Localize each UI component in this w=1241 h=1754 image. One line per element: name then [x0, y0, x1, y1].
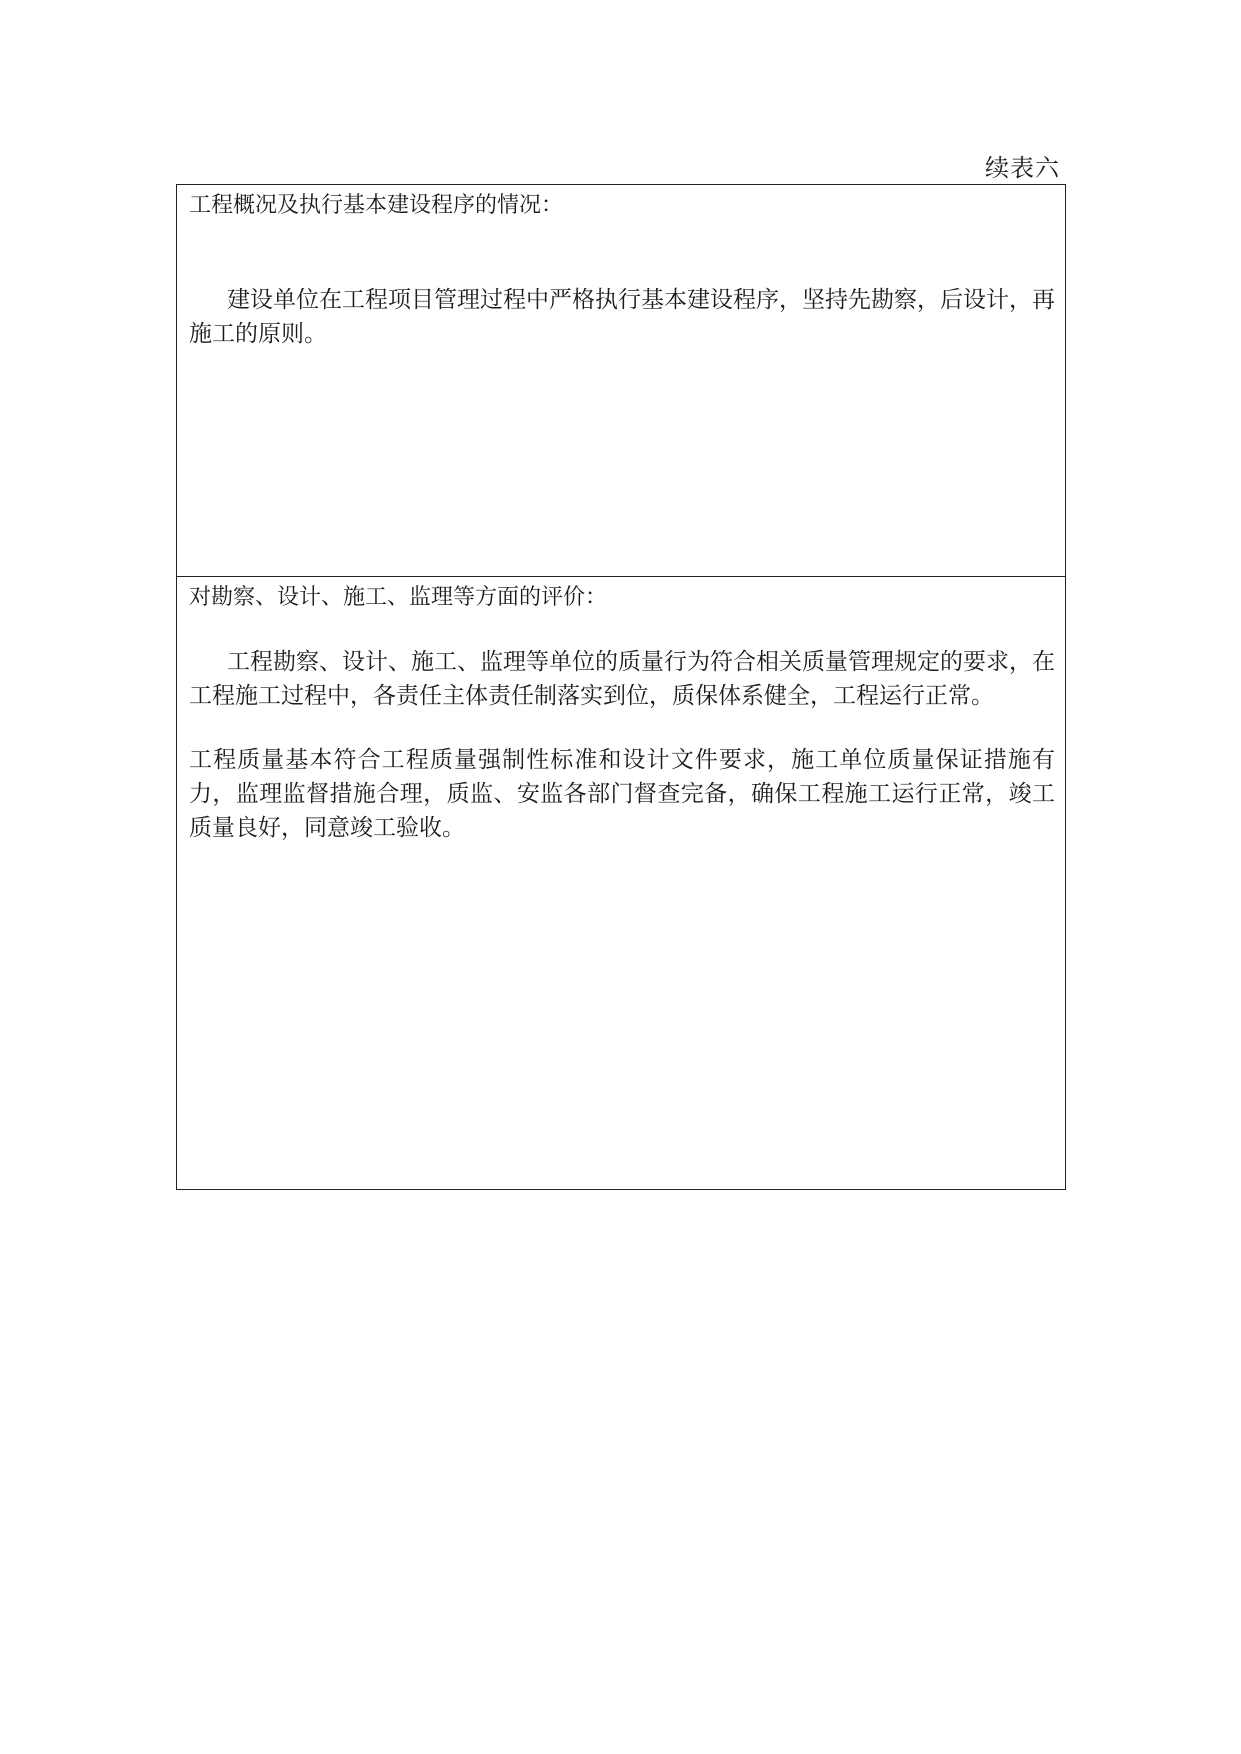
evaluation-heading: 对勘察、设计、施工、监理等方面的评价：: [189, 585, 608, 610]
project-overview-section: [177, 185, 1065, 577]
evaluation-text-units: 工程勘察、设计、施工、监理等单位的质量行为符合相关质量管理规定的要求，在工程施工过程中，各责任主体责任制落实到位，质保体系健全，工程运行正常。: [189, 649, 1055, 709]
evaluation-text-quality: 工程质量基本符合工程质量强制性标准和设计文件要求，施工单位质量保证措施有力，监理监督措施合理，质监、安监各部门督查完备，确保工程施工运行正常，竣工质量良好，同意竣工验收。: [189, 747, 1055, 841]
evaluation-form-table: [176, 184, 1066, 1190]
evaluation-section: [177, 577, 1065, 1189]
project-overview-text: 建设单位在工程项目管理过程中严格执行基本建设程序，坚持先勘察，后设计，再施工的原则。: [189, 287, 1055, 347]
continued-table-label: 续表六: [985, 154, 1060, 182]
project-overview-heading: 工程概况及执行基本建设程序的情况：: [189, 193, 564, 218]
